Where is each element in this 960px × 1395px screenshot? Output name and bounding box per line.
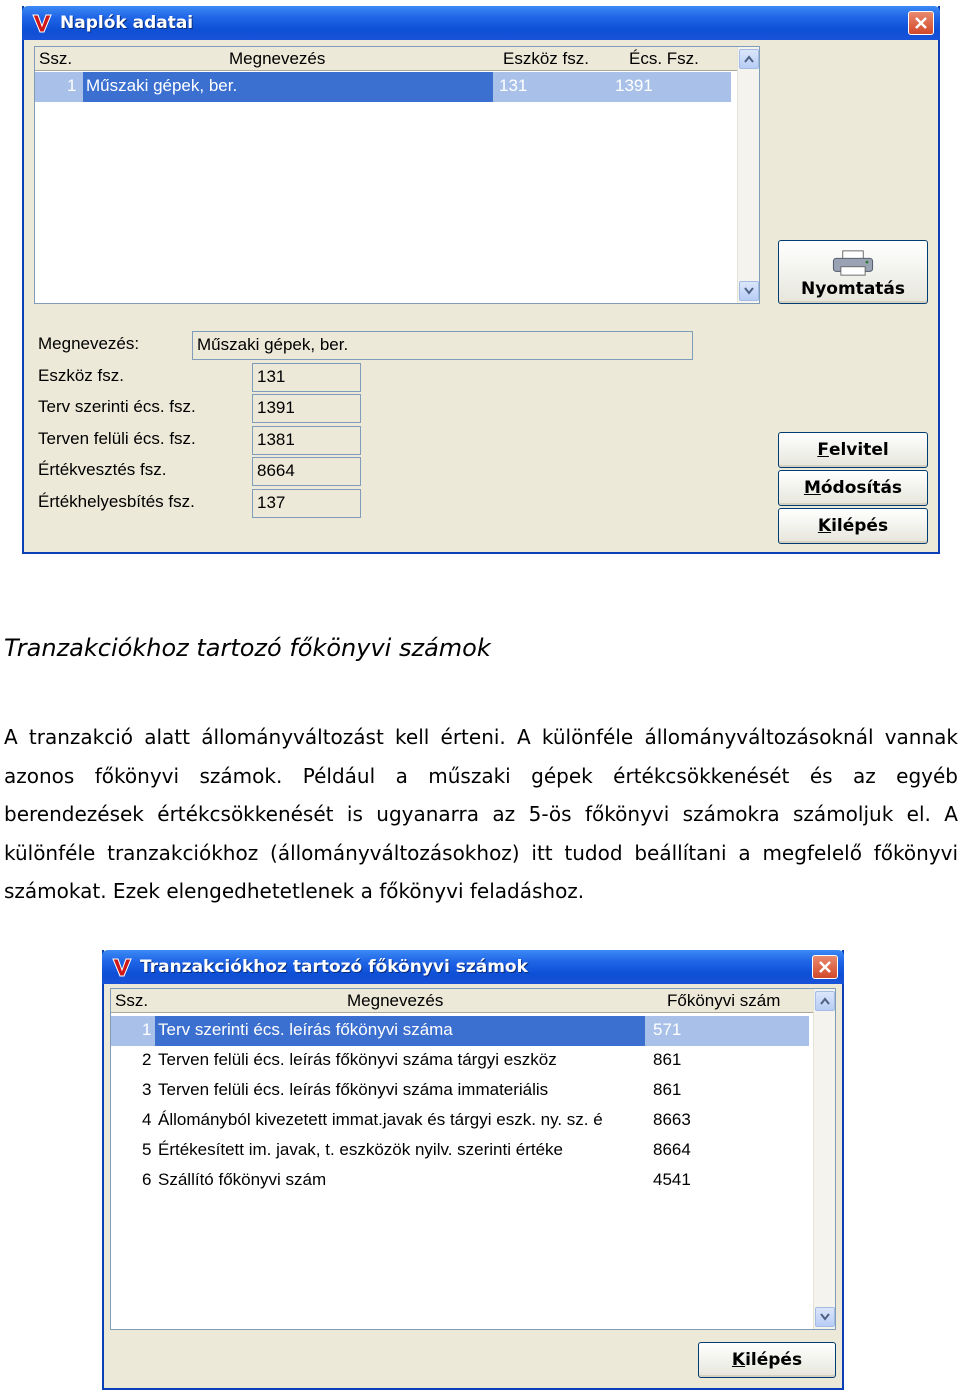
col-header-ecs[interactable]: Écs. Fsz. [629,49,699,68]
row-eszkoz: 131 [499,76,528,95]
row-fokonyvi: 861 [653,1080,682,1099]
table-row[interactable] [111,1046,809,1076]
megnevezes-field[interactable]: Műszaki gépek, ber. [192,331,693,360]
table-row[interactable] [111,1106,809,1136]
scroll-down-arrow-icon [820,1313,830,1321]
col-header-ssz[interactable]: Ssz. [115,991,149,1010]
eszkoz-fsz-field[interactable]: 131 [252,363,361,392]
print-button[interactable] [778,240,928,304]
scroll-up-arrow-icon [820,997,830,1005]
close-icon [818,960,832,974]
scroll-up-arrow-icon [744,55,754,63]
megnevezes-label: Megnevezés: [38,334,140,353]
app-logo-icon [112,957,132,977]
ertekvesztes-fsz-label: Értékvesztés fsz. [38,460,167,479]
terven-feluli-ecs-fsz-field[interactable]: 1381 [252,426,361,455]
window-title: Naplók adatai [60,13,194,33]
scroll-up-button[interactable] [739,49,759,69]
section-heading: Tranzakciókhoz tartozó főkönyvi számok [4,634,491,662]
tranzakciok-window [102,950,844,1390]
naplok-grid[interactable] [34,46,760,304]
scroll-down-arrow-icon [744,287,754,295]
row-ssz: 6 [142,1170,152,1189]
row-ssz: 3 [142,1080,152,1099]
eszkoz-fsz-label: Eszköz fsz. [38,366,124,385]
grid-header [111,989,813,1013]
printer-icon [828,249,878,277]
row-ssz: 4 [142,1110,152,1129]
row-fokonyvi: 571 [653,1020,682,1039]
col-header-fokonyvi-szam[interactable]: Főkönyvi szám [667,991,781,1010]
felvitel-button[interactable]: F elvitel [778,432,928,468]
row-ssz: 1 [142,1020,152,1039]
row-ssz: 1 [67,76,77,95]
kilepes-button[interactable]: K ilépés [778,508,928,544]
close-button[interactable] [908,11,934,35]
tranzakciok-grid[interactable] [110,988,836,1330]
scroll-up-button[interactable] [815,991,835,1011]
row-ssz: 5 [142,1140,152,1159]
scroll-down-button[interactable] [815,1307,835,1327]
ertekvesztes-fsz-field[interactable]: 8664 [252,457,361,486]
window-title: Tranzakciókhoz tartozó főkönyvi számok [140,957,528,977]
ertekhelyesbites-fsz-field[interactable]: 137 [252,489,361,518]
table-row[interactable] [35,72,731,102]
close-button[interactable] [812,955,838,979]
row-fokonyvi: 861 [653,1050,682,1069]
row-name: Terven felüli écs. leírás főkönyvi száma tárgyi eszköz [158,1050,557,1069]
scroll-down-button[interactable] [739,281,759,301]
row-name: Terv szerinti écs. leírás főkönyvi száma [158,1020,453,1039]
row-ssz: 2 [142,1050,152,1069]
app-logo-icon [32,13,52,33]
table-row[interactable] [111,1016,809,1046]
naplok-adatai-window [22,6,940,554]
section-paragraph: A tranzakció alatt állományváltozást kell érteni. A különféle állományváltozásoknál vannak azonos főkönyvi számok. Például a műszaki gépek értékcsökkenését és az egyéb berendezések értékcsökkenését is ugyanarra az 5-ös főkönyvi számokra számoljuk el. A különféle tranzakciókhoz (állományváltozásokhoz) itt tudod beállítani a megfelelő főkönyvi számokat. Ezek elengedhetetlenek a főkönyvi feladáshoz. [4,725,958,904]
window-title-bar[interactable] [102,950,844,984]
row-ecs: 1391 [615,76,653,95]
vertical-scrollbar[interactable] [813,989,835,1329]
table-row[interactable] [111,1076,809,1106]
kilepes-button[interactable]: K ilépés [698,1342,836,1378]
row-fokonyvi: 8663 [653,1110,691,1129]
terv-ecs-fsz-label: Terv szerinti écs. fsz. [38,397,196,416]
col-header-megnevezes[interactable]: Megnevezés [229,49,326,68]
close-icon [914,16,928,30]
table-row[interactable] [111,1136,809,1166]
ertekhelyesbites-fsz-label: Értékhelyesbítés fsz. [38,492,195,511]
terv-ecs-fsz-field[interactable]: 1391 [252,394,361,423]
vertical-scrollbar[interactable] [737,47,759,303]
row-fokonyvi: 8664 [653,1140,691,1159]
row-name: Műszaki gépek, ber. [86,76,238,95]
modositas-button[interactable]: M ódosítás [778,470,928,506]
row-fokonyvi: 4541 [653,1170,691,1189]
grid-header [35,47,737,71]
print-button-label: Nyomtatás [800,279,906,299]
window-title-bar[interactable] [22,6,940,40]
terven-feluli-ecs-fsz-label: Terven felüli écs. fsz. [38,429,196,448]
col-header-eszkoz[interactable]: Eszköz fsz. [503,49,589,68]
table-row[interactable] [111,1166,809,1196]
row-name: Értékesített im. javak, t. eszközök nyilv. szerinti értéke [158,1140,563,1159]
col-header-megnevezes[interactable]: Megnevezés [347,991,444,1010]
row-name: Állományból kivezetett immat.javak és tárgyi eszk. ny. sz. é [158,1110,603,1129]
col-header-ssz[interactable]: Ssz. [39,49,73,68]
row-name: Terven felüli écs. leírás főkönyvi száma immateriális [158,1080,549,1099]
row-name: Szállító főkönyvi szám [158,1170,327,1189]
